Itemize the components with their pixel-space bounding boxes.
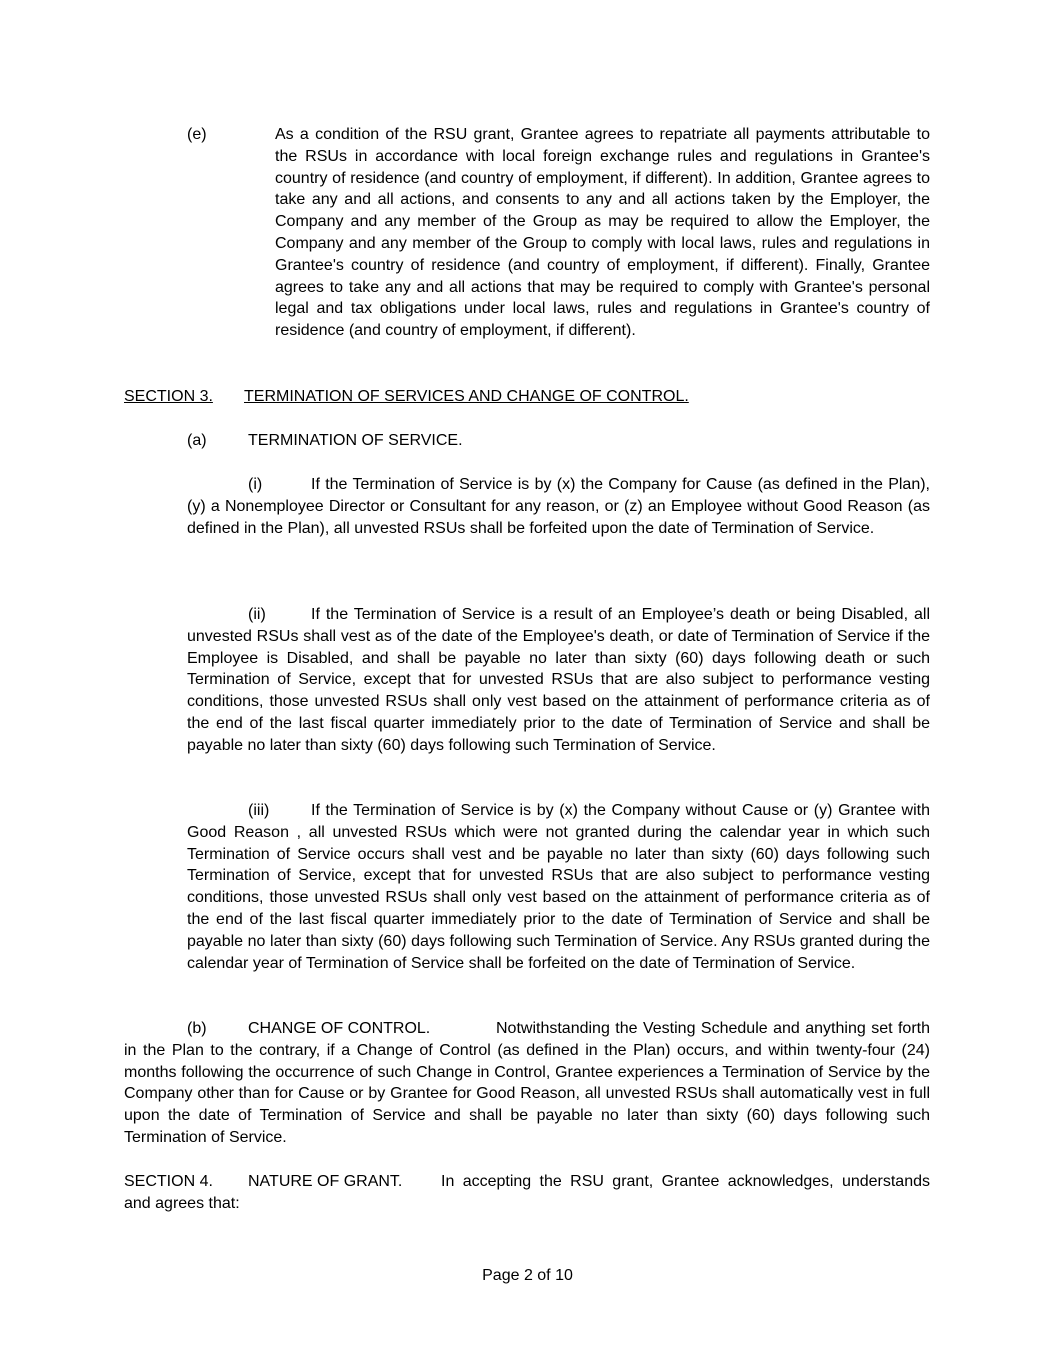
subsection-b-title: CHANGE OF CONTROL. <box>248 1020 431 1037</box>
clause-iii-text: If the Termination of Service is by (x) the Company without Cause or (y) Grantee with Good Reason , all unvested RSUs which were not granted during the calendar year in which such Termination of Service occurs shall vest and be payable no later than sixty (60) days following such Termination of Service, except that for unvested RSUs that are also subject to performance vesting conditions, those unvested RSUs shall only vest based on the attainment of performance criteria as of the end of the last fiscal quarter immediately prior to the date of Termination of Service and shall be payable no later than sixty (60) days following such Termination of Service. Any RSUs granted during the calendar year of Termination of Service shall be forfeited on the date of Termination of Service. <box>187 802 930 972</box>
paragraph-e-label: (e) <box>187 126 207 143</box>
subsection-b-text: Notwithstanding the Vesting Schedule and anything set forth in the Plan to the contrary, if a Change of Control (as defined in the Plan) occurs, and within twenty-four (24) months following the occurrence of such Change in Control, Grantee experiences a Termination of Service by the Company other than for Cause or by Grantee for Good Reason, all unvested RSUs shall automatically vest in full upon the date of Termination of Service and shall be payable no later than sixty (60) days following such Termination of Service. <box>124 1020 930 1146</box>
subsection-b-label: (b) <box>187 1020 207 1037</box>
clause-ii-text: If the Termination of Service is a result of an Employee’s death or being Disabled, all unvested RSUs shall vest as of the date of the Employee's death, or date of Termination of Service if the Employee is Disabled, and shall be payable no later than sixty (60) days following death or such Termination of Service, except that for unvested RSUs that are also subject to performance vesting conditions, those unvested RSUs shall only vest based on the attainment of performance criteria as of the end of the last fiscal quarter immediately prior to the date of Termination of Service and shall be payable no later than sixty (60) days following such Termination of Service. <box>187 606 930 754</box>
section-3-title: TERMINATION OF SERVICES AND CHANGE OF CONTROL. <box>244 388 689 405</box>
section-3-number: SECTION 3. <box>124 388 213 405</box>
subsection-b <box>124 1018 930 1149</box>
section-4-title: NATURE OF GRANT. <box>248 1173 403 1190</box>
subsection-a-label: (a) <box>187 432 207 449</box>
page-number-footer: Page 2 of 10 <box>482 1267 573 1284</box>
paragraph-e-text: As a condition of the RSU grant, Grantee agrees to repatriate all payments attributable to the RSUs in accordance with local foreign exchange rules and regulations in Grantee's country of residence (and country of employment, if different). In addition, Grantee agrees to take any and all actions, and consents to any and all actions taken by the Employer, the Company and any member of the Group as may be required to allow the Employer, the Company and any member of the Group to comply with local laws, rules and regulations in Grantee's country of residence (and country of employment, if different). Finally, Grantee agrees to take any and all actions that may be required to comply with Grantee's personal legal and tax obligations under local laws, rules and regulations in Grantee's country of residence (and country of employment, if different). <box>275 126 930 340</box>
clause-i <box>187 474 930 539</box>
clause-iii <box>187 800 930 974</box>
clause-i-text: If the Termination of Service is by (x) the Company for Cause (as defined in the Plan), (y) a Nonemployee Director or Consultant for any reason, or (z) an Employee without Good Reason (as defined in the Plan), all unvested RSUs shall be forfeited upon the date of Termination of Service. <box>187 476 930 537</box>
clause-iii-label: (iii) <box>248 802 270 819</box>
subsection-a-title: TERMINATION OF SERVICE. <box>248 432 463 449</box>
section-4 <box>124 1171 930 1215</box>
section-4-text: In accepting the RSU grant, Grantee acknowledges, understands and agrees that: <box>124 1173 930 1212</box>
clause-ii-label: (ii) <box>248 606 266 623</box>
clause-i-label: (i) <box>248 476 263 493</box>
clause-ii <box>187 604 930 757</box>
section-4-number: SECTION 4. <box>124 1173 213 1190</box>
